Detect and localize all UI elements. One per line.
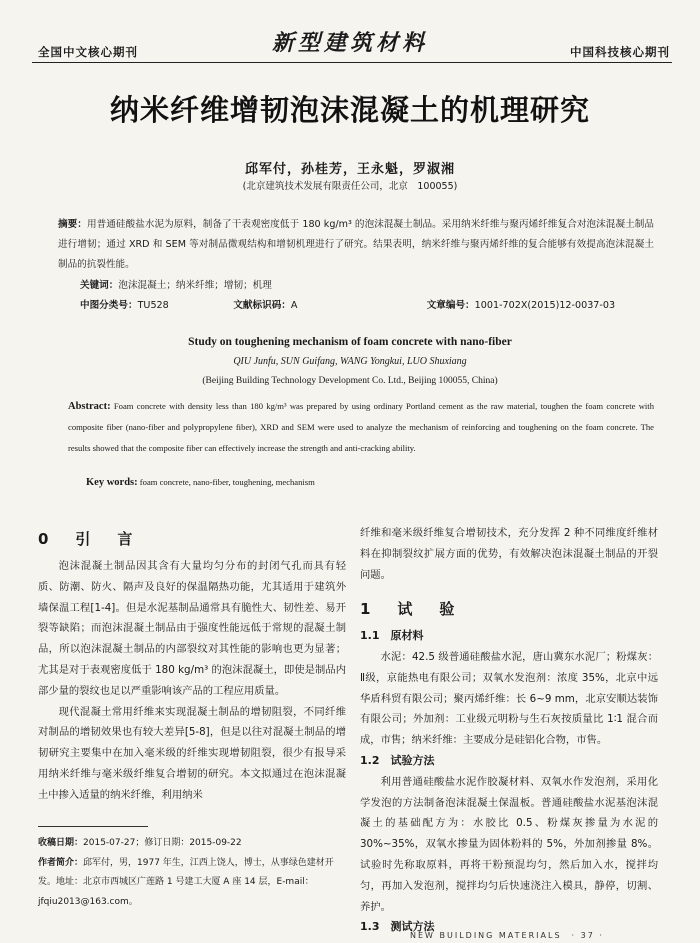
abstract-cn: [58, 215, 654, 275]
english-keywords-label: Key words:: [86, 477, 138, 488]
english-abstract-text: Foam concrete with density less than 180 kg/m³ was prepared by using ordinary Portland cement as the raw material, toughen the foam concrete with composite fiber (nano-fiber and polypropylene fiber), XRD and SEM were used to analyze the mechanism of reinforcing and toughening on the foam concrete. The results showed that the composite fiber can effectively increase the strength and anti-cracking ability.: [68, 401, 654, 453]
subsection-1-3-heading: 1.3 测试方法: [360, 920, 435, 934]
article-authors: 邱军付，孙桂芳，王永魁，罗淑湘: [244, 162, 455, 177]
article-no-value: 1001-702X(2015)12-0037-03: [474, 300, 616, 311]
journal-name: 新型建筑材料: [271, 30, 428, 56]
clc-value: TU528: [137, 300, 169, 311]
page-footer: NEW BUILDING MATERIALS · 37 ·: [410, 931, 604, 940]
section-0-paragraph-1: 泡沫混凝土制品因其含有大量均匀分布的封闭气孔而具有轻质、防潮、防火、隔声及良好的保温隔热功能，尤其适用于建筑外墙保温工程[1-4]。但是水泥基制品通常具有脆性大、韧性差、易开裂等缺陷；而泡沫混凝土制品由于强度性能远低于常规的混凝土制品，所以泡沫混凝土制品的内部裂纹对其性能的影响也更为显著；尤其是对于表观密度低于 180 kg/m³ 的泡沫混凝土，即使是制品内部少量的裂纹也足以严重影响该产品的工程应用质量。: [38, 560, 346, 697]
keywords-cn: [80, 277, 272, 291]
article-no-label: 文章编号：: [426, 300, 475, 311]
english-authors: QIU Junfu, SUN Guifang, WANG Yongkui, LUO Shuxiang: [233, 356, 467, 367]
english-abstract: [68, 396, 654, 459]
header-divider: [32, 62, 672, 63]
journal-core-label-left: 全国中文核心期刊: [38, 45, 138, 59]
section-1-heading: 1 试 验: [360, 600, 461, 619]
received-date-label: 收稿日期：: [38, 838, 84, 848]
footnote: [38, 834, 346, 912]
doc-code-value: A: [290, 300, 298, 311]
subsection-1-1-text: 水泥：42.5 级普通硅酸盐水泥，唐山冀东水泥厂；粉煤灰：Ⅱ级，京能热电有限公司；双氧水发泡剂：浓度 35%，北京中远华盾科贸有限公司；聚丙烯纤维：长 6~9 mm，北京安顺达装饰有限公司；外加剂：工业级元明粉与生石灰按质量比 1∶1 混合而成，市售；纳米纤维：主要成分是硅铝化合物，市售。: [360, 650, 658, 747]
footnote-divider: [38, 826, 148, 827]
right-column: [360, 523, 658, 938]
subsection-1-2-text: 利用普通硅酸盐水泥作胶凝材料、双氧水作发泡剂，采用化学发泡的方法制备泡沫混凝土保温板。普通硅酸盐水泥基泡沫混凝土的基础配方为：水胶比 0.5、粉煤灰掺量为水泥的 30%~35%，双氧水掺量为固体粉料的 5%，外加剂掺量 8%。试验时先称取原料，再将干粉预混均匀，然后加入水，搅拌均匀，再加入发泡剂，搅拌均匀后快速浇注入模具，静停，切割、养护。: [360, 775, 658, 913]
subsection-1-2-heading: 1.2 试验方法: [360, 753, 435, 767]
abstract-cn-label: 摘要：: [58, 219, 87, 230]
article-affiliation: (北京建筑技术发展有限责任公司，北京 100055): [242, 181, 458, 192]
author-bio: 邱军付，男，1977 年生，江西上饶人，博士，从事绿色建材开发。地址：北京市西城区广莲路 1 号建工大厦 A 座 14 层，E-mail：jfqiu2013@163.com。: [38, 857, 334, 907]
author-bio-label: 作者简介：: [38, 857, 84, 868]
section-0-heading: 0 引 言: [38, 530, 139, 548]
english-title: Study on toughening mechanism of foam concrete with nano-fiber: [188, 336, 512, 348]
english-affiliation: (Beijing Building Technology Development Co. Ltd., Beijing 100055, China): [202, 376, 498, 386]
keywords-cn-text: 泡沫混凝土；纳米纤维；增韧；机理: [118, 280, 272, 291]
subsection-1-1-heading: 1.1 原材料: [360, 629, 424, 643]
keywords-cn-label: 关键词：: [80, 280, 119, 291]
english-keywords: [86, 477, 315, 488]
doc-code-label: 文献标识码：: [233, 300, 291, 311]
received-date: 2015-07-27；修订日期：2015-09-22: [83, 838, 242, 848]
english-abstract-label: Abstract:: [68, 401, 111, 412]
english-keywords-text: foam concrete, nano-fiber, toughening, mechanism: [139, 477, 315, 487]
abstract-cn-text: 用普通硅酸盐水泥为原料，制备了干表观密度低于 180 kg/m³ 的泡沫混凝土制品。采用纳米纤维与聚丙烯纤维复合对泡沫混凝土制品进行增韧；通过 XRD 和 SEM 等对制品微观结构和增韧机理进行了研究。结果表明，纳米纤维与聚丙烯纤维的复合能够有效提高泡沫混凝土制品的抗裂性能。: [58, 219, 655, 270]
article-title: 纳米纤维增韧泡沫混凝土的机理研究: [109, 93, 590, 127]
clc-label: 中图分类号：: [80, 300, 138, 311]
journal-core-label-right: 中国科技核心期刊: [570, 45, 670, 59]
right-continuation-paragraph: 纤维和毫米级纤维复合增韧技术，充分发挥 2 种不同维度纤维材料在抑制裂纹扩展方面的优势，有效解决泡沫混凝土制品的开裂问题。: [360, 527, 658, 581]
left-column: [38, 556, 346, 806]
section-0-paragraph-2: 现代混凝土常用纤维来实现混凝土制品的增韧阻裂，不同纤维对制品的增韧效果也有较大差异[5-8]，但是以往对混凝土制品的增韧研究主要集中在加入毫米级的纤维实现增韧阻裂，很少有报导采用纳米纤维与毫米级纤维复合增韧的研究。本文拟通过在泡沫混凝土中掺入适量的纳米纤维，利用纳米: [38, 705, 346, 801]
classification-row: [80, 297, 640, 311]
